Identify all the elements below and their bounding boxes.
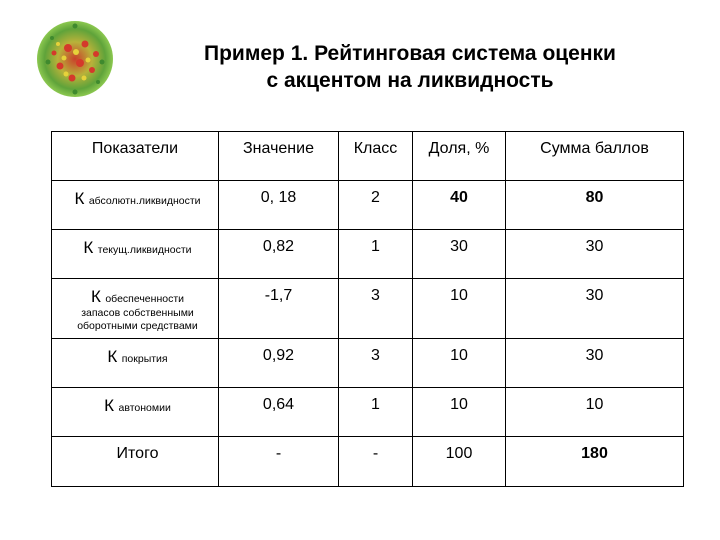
title-line-1: Пример 1. Рейтинговая система оценки xyxy=(204,42,616,65)
total-label: Итого xyxy=(52,437,219,487)
score-cell: 30 xyxy=(506,279,684,339)
value-cell: 0,92 xyxy=(219,339,339,388)
class-cell: 3 xyxy=(339,279,413,339)
header-value: Значение xyxy=(219,132,339,181)
indicator-cell: К текущ.ликвидности xyxy=(52,230,219,279)
total-score: 180 xyxy=(506,437,684,487)
indicator-cell: К автономии xyxy=(52,388,219,437)
share-cell: 40 xyxy=(413,181,506,230)
share-cell: 10 xyxy=(413,339,506,388)
header-share: Доля, % xyxy=(413,132,506,181)
share-cell: 10 xyxy=(413,279,506,339)
header-class: Класс xyxy=(339,132,413,181)
score-cell: 80 xyxy=(506,181,684,230)
table-row xyxy=(52,181,684,230)
total-class: - xyxy=(339,437,413,487)
indicator-cell: К обеспеченности запасов собственными оборотными средствами xyxy=(52,279,219,339)
header-indicators: Показатели xyxy=(52,132,219,181)
value-cell: -1,7 xyxy=(219,279,339,339)
score-cell: 10 xyxy=(506,388,684,437)
header-score: Сумма баллов xyxy=(506,132,684,181)
table-row xyxy=(52,388,684,437)
table-row xyxy=(52,230,684,279)
total-row xyxy=(52,437,684,487)
indicator-cell: К абсолютн.ликвидности xyxy=(52,181,219,230)
table-row xyxy=(52,279,684,339)
value-cell: 0, 18 xyxy=(219,181,339,230)
score-cell: 30 xyxy=(506,230,684,279)
class-cell: 1 xyxy=(339,230,413,279)
total-value: - xyxy=(219,437,339,487)
indicator-cell: К покрытия xyxy=(52,339,219,388)
total-share: 100 xyxy=(413,437,506,487)
value-cell: 0,64 xyxy=(219,388,339,437)
class-cell: 2 xyxy=(339,181,413,230)
class-cell: 1 xyxy=(339,388,413,437)
class-cell: 3 xyxy=(339,339,413,388)
value-cell: 0,82 xyxy=(219,230,339,279)
share-cell: 10 xyxy=(413,388,506,437)
table-row xyxy=(52,339,684,388)
slide-title xyxy=(150,40,670,94)
share-cell: 30 xyxy=(413,230,506,279)
score-cell: 30 xyxy=(506,339,684,388)
flower-bouquet-image xyxy=(30,18,120,100)
rating-table xyxy=(51,131,684,487)
title-line-2: с акцентом на ликвидность xyxy=(266,69,554,92)
header-row xyxy=(52,132,684,181)
